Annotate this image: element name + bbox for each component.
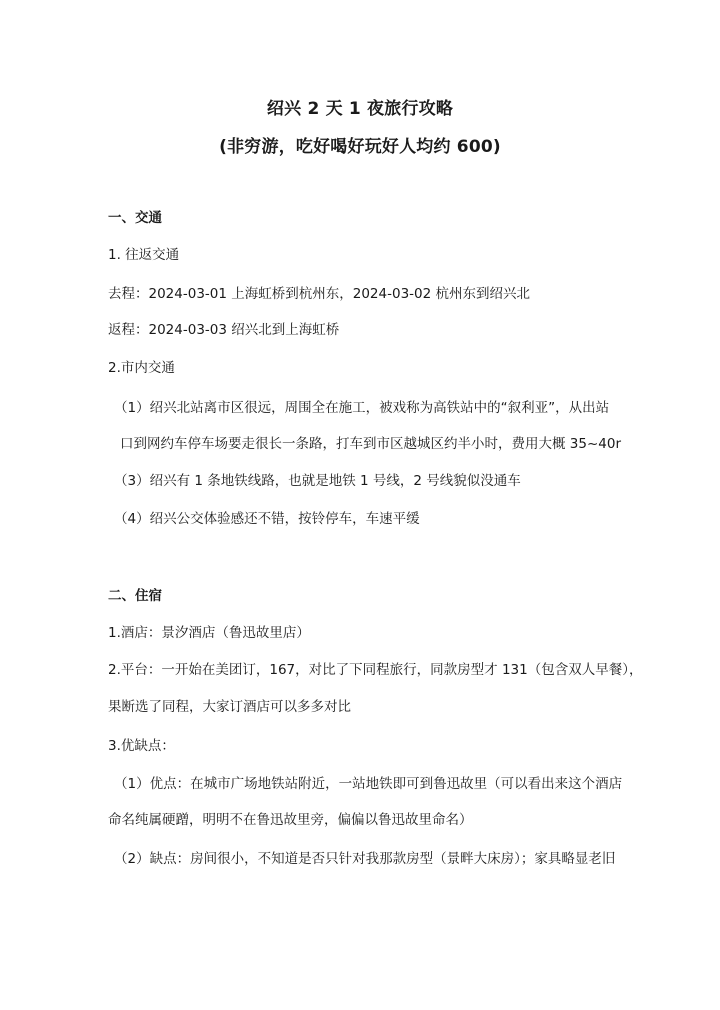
subheading-round-trip: 1. 往返交通	[108, 247, 180, 263]
city-transport-point-4: （4）绍兴公交体验感还不错，按铃停车，车速平缓	[114, 511, 420, 527]
city-transport-point-1-line-2: 口到网约车停车场要走很长一条路，打车到市区越城区约半小时，费用大概 35~40r	[120, 436, 622, 452]
return-trip-text: 返程：2024-03-03 绍兴北到上海虹桥	[108, 322, 340, 338]
pros-line-2: 命名纯属硬蹭，明明不在鲁迅故里旁，偏偏以鲁迅故里命名）	[108, 812, 473, 828]
cons-text: （2）缺点：房间很小，不知道是否只针对我那款房型（景畔大床房）；家具略显老旧	[114, 851, 616, 867]
city-transport-point-1-line-1: （1）绍兴北站离市区很远，周围全在施工，被戏称为高铁站中的“叙利亚”，从出站	[114, 400, 610, 416]
city-transport-point-3: （3）绍兴有 1 条地铁线路，也就是地铁 1 号线，2 号线貌似没通车	[114, 473, 521, 489]
page-title: 绍兴 2 天 1 夜旅行攻略	[266, 99, 454, 119]
pros-line-1: （1）优点：在城市广场地铁站附近，一站地铁即可到鲁迅故里（可以看出来这个酒店	[114, 776, 623, 792]
platform-text-line-1: 2.平台：一开始在美团订，167，对比了下同程旅行，同款房型才 131（包含双人早餐），	[108, 662, 643, 678]
page-subtitle: (非穷游，吃好喝好玩好人均约 600)	[219, 137, 501, 157]
subheading-pros-cons: 3.优缺点：	[108, 738, 175, 754]
platform-text-line-2: 果断选了同程，大家订酒店可以多多对比	[108, 699, 351, 715]
hotel-text: 1.酒店：景汐酒店（鲁迅故里店）	[108, 625, 310, 641]
section-heading-transport: 一、交通	[108, 210, 162, 226]
section-heading-accommodation: 二、住宿	[108, 588, 162, 604]
outbound-trip-text: 去程：2024-03-01 上海虹桥到杭州东，2024-03-02 杭州东到绍兴北	[108, 286, 530, 302]
subheading-city-transport: 2.市内交通	[108, 360, 175, 376]
